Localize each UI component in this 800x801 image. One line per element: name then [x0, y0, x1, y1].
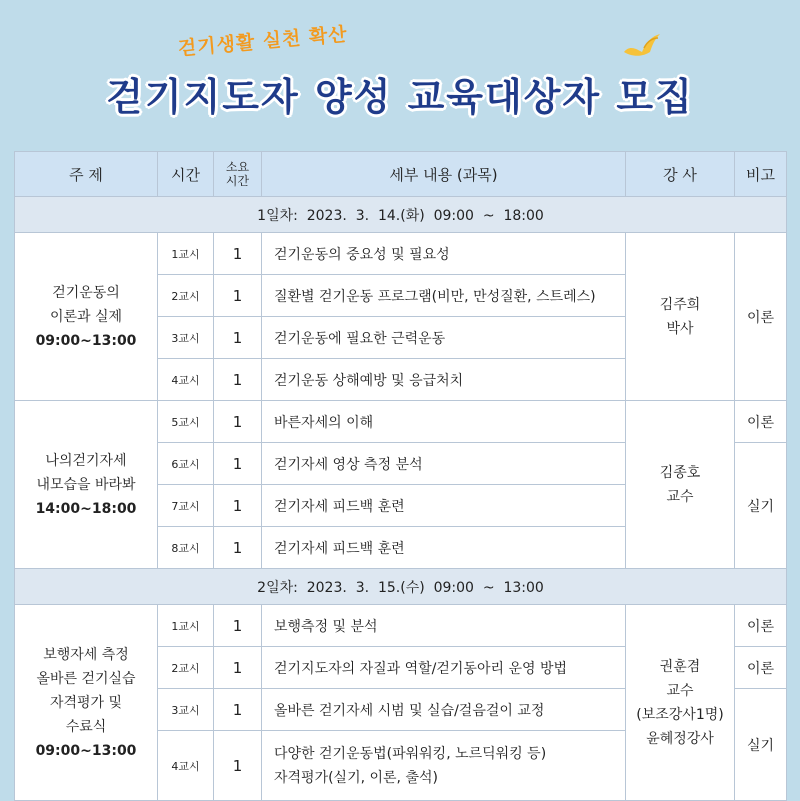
period-cell: 3교시 — [158, 317, 214, 359]
period-cell: 4교시 — [158, 359, 214, 401]
hours-cell: 1 — [214, 689, 262, 731]
period-cell: 7교시 — [158, 485, 214, 527]
hours-cell: 1 — [214, 731, 262, 801]
hours-cell: 1 — [214, 233, 262, 275]
topic-line: 나의걷기자세 — [45, 452, 127, 469]
period-cell: 1교시 — [158, 605, 214, 647]
content-line: 자격평가(실기, 이론, 출석) — [274, 769, 438, 786]
instructor-line: 교수 — [666, 682, 694, 699]
topic-line: 보행자세 측정 — [43, 646, 129, 663]
topic-line: 올바른 걷기실습 — [36, 670, 136, 687]
table-row — [15, 233, 787, 275]
instructor-line: 교수 — [666, 488, 694, 505]
note-cell: 이론 — [735, 647, 787, 689]
period-cell: 5교시 — [158, 401, 214, 443]
table-header-row — [15, 152, 787, 197]
hours-cell: 1 — [214, 443, 262, 485]
content-cell: 걷기운동에 필요한 근력운동 — [262, 317, 626, 359]
topic-time — [15, 497, 157, 521]
topic-line: 걷기운동의 — [52, 284, 120, 301]
topic-time-text: 09:00~13:00 — [35, 332, 137, 349]
topic-cell — [15, 605, 158, 801]
instructor-line: 윤혜정강사 — [646, 730, 714, 747]
hours-cell: 1 — [214, 485, 262, 527]
subtitle: 걷기생활 실천 확산 — [177, 23, 349, 60]
header-detail: 세부 내용 (과목) — [262, 152, 626, 197]
content-cell — [262, 731, 626, 801]
instructor-line: 권훈겸 — [659, 658, 701, 675]
topic-cell — [15, 233, 158, 401]
header-duration-text: 소요 시간 — [225, 160, 250, 188]
instructor-cell — [626, 605, 735, 801]
hours-cell: 1 — [214, 527, 262, 569]
header-note: 비고 — [735, 152, 787, 197]
table-row — [15, 401, 787, 443]
instructor-line: 김주희 — [659, 296, 701, 313]
content-line: 다양한 걷기운동법(파워워킹, 노르딕워킹 등) — [274, 745, 547, 762]
instructor-cell — [626, 233, 735, 401]
period-cell: 8교시 — [158, 527, 214, 569]
hours-cell: 1 — [214, 359, 262, 401]
note-cell: 이론 — [735, 401, 787, 443]
day2-row — [15, 569, 787, 605]
period-cell: 1교시 — [158, 233, 214, 275]
header-duration — [214, 152, 262, 197]
content-cell: 걷기자세 영상 측정 분석 — [262, 443, 626, 485]
period-cell: 2교시 — [158, 275, 214, 317]
poster-header — [0, 0, 800, 150]
period-cell: 3교시 — [158, 689, 214, 731]
content-cell: 걷기자세 피드백 훈련 — [262, 485, 626, 527]
hours-cell: 1 — [214, 275, 262, 317]
topic-line: 수료식 — [65, 718, 107, 735]
hours-cell: 1 — [214, 647, 262, 689]
instructor-line: (보조강사1명) — [636, 706, 724, 723]
instructor-line: 박사 — [666, 320, 694, 337]
topic-line: 이론과 실제 — [49, 308, 123, 325]
content-cell: 걷기자세 피드백 훈련 — [262, 527, 626, 569]
content-cell: 걷기지도자의 자질과 역할/걷기동아리 운영 방법 — [262, 647, 626, 689]
topic-time — [15, 329, 157, 353]
note-cell: 이론 — [735, 605, 787, 647]
day1-row — [15, 197, 787, 233]
hours-cell: 1 — [214, 605, 262, 647]
topic-line: 자격평가 및 — [49, 694, 123, 711]
content-cell: 걷기운동의 중요성 및 필요성 — [262, 233, 626, 275]
content-cell: 올바른 걷기자세 시범 및 실습/걸음걸이 교정 — [262, 689, 626, 731]
hours-cell: 1 — [214, 401, 262, 443]
topic-time-text: 09:00~13:00 — [35, 742, 137, 759]
bird-icon — [620, 30, 664, 60]
content-cell: 걷기운동 상해예방 및 응급처치 — [262, 359, 626, 401]
header-topic: 주 제 — [15, 152, 158, 197]
day2-label: 2일차: 2023. 3. 15.(수) 09:00 ~ 13:00 — [15, 569, 787, 605]
topic-cell — [15, 401, 158, 569]
content-cell: 질환별 걷기운동 프로그램(비만, 만성질환, 스트레스) — [262, 275, 626, 317]
header-instructor: 강 사 — [626, 152, 735, 197]
topic-line: 내모습을 바라봐 — [36, 476, 136, 493]
period-cell: 2교시 — [158, 647, 214, 689]
page-title: 걷기지도자 양성 교육대상자 모집 — [106, 75, 694, 119]
instructor-cell — [626, 401, 735, 569]
header-time: 시간 — [158, 152, 214, 197]
content-cell: 보행측정 및 분석 — [262, 605, 626, 647]
period-cell: 6교시 — [158, 443, 214, 485]
topic-time — [15, 739, 157, 763]
note-cell: 실기 — [735, 443, 787, 569]
period-cell: 4교시 — [158, 731, 214, 801]
schedule-table — [14, 151, 787, 801]
day1-label: 1일차: 2023. 3. 14.(화) 09:00 ~ 18:00 — [15, 197, 787, 233]
note-cell: 실기 — [735, 689, 787, 801]
content-cell: 바른자세의 이해 — [262, 401, 626, 443]
hours-cell: 1 — [214, 317, 262, 359]
topic-time-text: 14:00~18:00 — [35, 500, 137, 517]
instructor-line: 김종호 — [659, 464, 701, 481]
note-cell: 이론 — [735, 233, 787, 401]
table-row — [15, 605, 787, 647]
